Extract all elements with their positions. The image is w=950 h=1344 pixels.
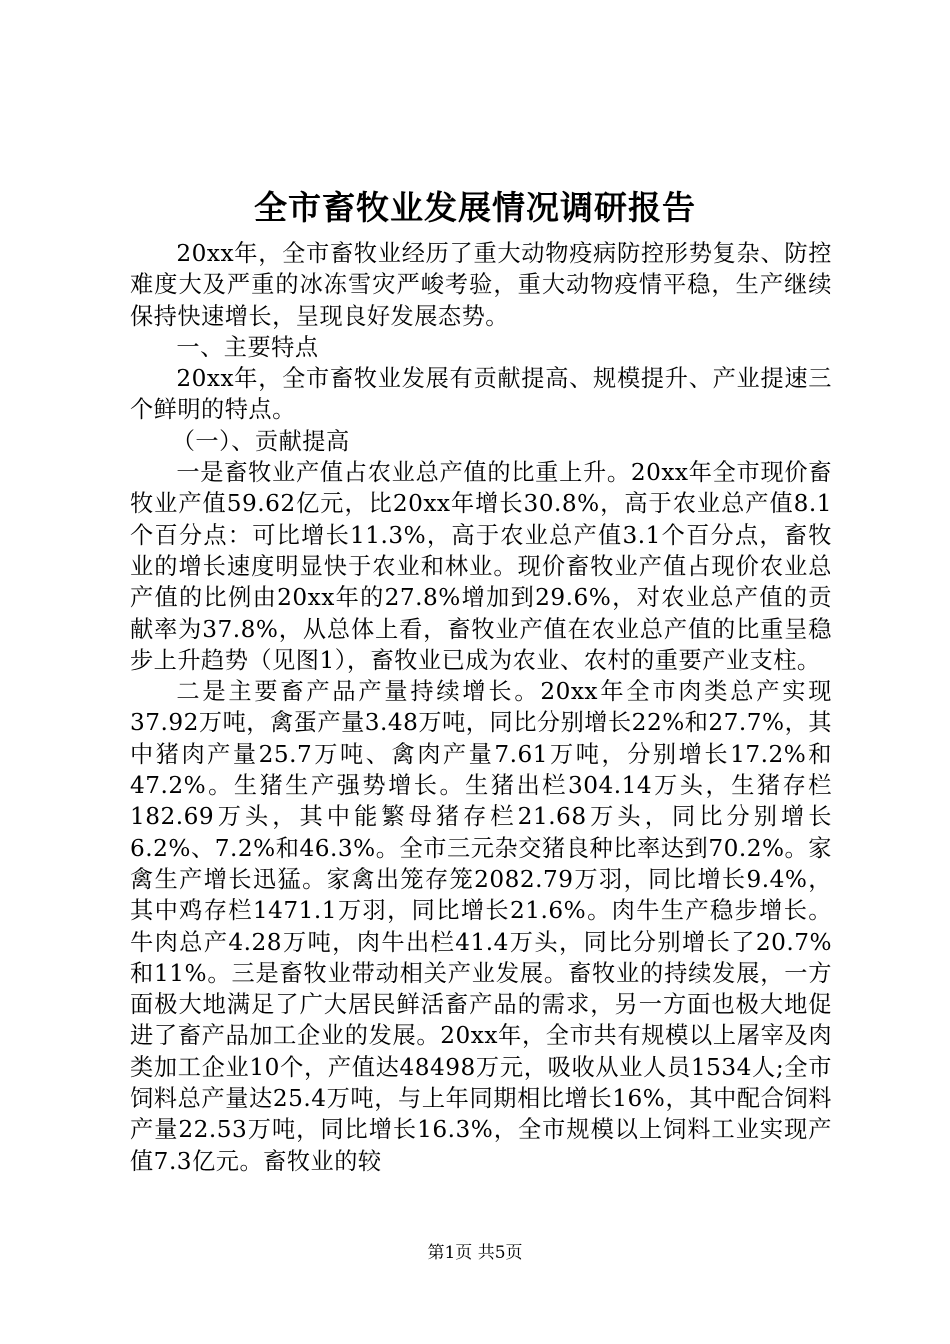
document-title: 全市畜牧业发展情况调研报告 (254, 188, 696, 227)
paragraph-overview: 20xx年，全市畜牧业发展有贡献提高、规模提升、产业提速三个鲜明的特点。 (130, 365, 832, 424)
paragraph-output-share: 一是畜牧业产值占农业总产值的比重上升。20xx年全市现价畜牧业产值59.62亿元，比20xx年增长30.8%，高于农业总产值8.1个百分点：可比增长11.3%，高于农业总产值3.1个百分点，畜牧业的增长速度明显快于农业和林业。现价畜牧业产值占现价农业总产值的比例由20xx年的27.8%增加到29.6%，对农业总产值的贡献率为37.8%，从总体上看，畜牧业产值在农业总产值的比重呈稳步上升趋势（见图1），畜牧业已成为农业、农村的重要产业支柱。 (130, 459, 832, 674)
paragraph-production-growth: 二是主要畜产品产量持续增长。20xx年全市肉类总产实现37.92万吨，禽蛋产量3.48万吨，同比分别增长22%和27.7%，其中猪肉产量25.7万吨、禽肉产量7.61万吨，分别增长17.2%和47.2%。生猪生产强势增长。生猪出栏304.14万头，生猪存栏182.69万头，其中能繁母猪存栏21.68万头，同比分别增长6.2%、7.2%和46.3%。全市三元杂交猪良种比率达到70.2%。家禽生产增长迅猛。家禽出笼存笼2082.79万羽，同比增长9.4%，其中鸡存栏1471.1万羽，同比增长21.6%。肉牛生产稳步增长。牛肉总产4.28万吨，肉牛出栏41.4万头，同比分别增长了20.7%和11%。三是畜牧业带动相关产业发展。畜牧业的持续发展，一方面极大地满足了广大居民鲜活畜产品的需求，另一方面也极大地促进了畜产品加工企业的发展。20xx年，全市共有规模以上屠宰及肉类加工企业10个，产值达48498万元，吸收从业人员1534人;全市饲料总产量达25.4万吨，与上年同期相比增长16%，其中配合饲料产量22.53万吨，同比增长16.3%，全市规模以上饲料工业实现产值7.3亿元。畜牧业的较 (130, 678, 832, 1175)
page-number-footer: 第1页 共5页 (427, 1243, 523, 1263)
section-heading: 一、主要特点 (176, 333, 319, 361)
paragraph-intro: 20xx年，全市畜牧业经历了重大动物疫病防控形势复杂、防控难度大及严重的冰冻雪灾严峻考验，重大动物疫情平稳，生产继续保持快速增长，呈现良好发展态势。 (130, 240, 832, 330)
subsection-heading: （一）、贡献提高 (171, 427, 350, 455)
document-body (130, 238, 832, 1177)
